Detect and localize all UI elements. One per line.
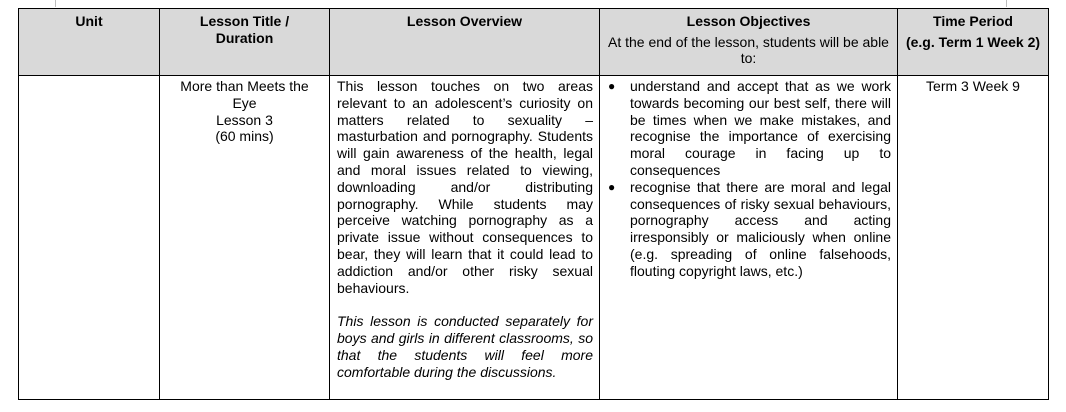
header-lesson-title xyxy=(160,9,330,76)
page-corner-mark-right xyxy=(1006,0,1007,7)
overview-note: This lesson is conducted separately for boys and girls in different classrooms, so that the students will feel more comfortable during the discussions. xyxy=(337,313,593,380)
header-objectives-subtitle: At the end of the lesson, students will be able to: xyxy=(608,34,889,66)
cell-time-period xyxy=(898,76,1049,400)
header-unit xyxy=(19,9,160,76)
header-time-example: (e.g. Term 1 Week 2) xyxy=(905,34,1041,50)
cell-lesson-overview xyxy=(330,76,600,400)
lesson-title-line: More than Meets the xyxy=(180,78,309,94)
objective-text: understand and accept that as we work towards becoming our best self, there will be times when we make mistakes, and recognise the importance of exercising moral courage in facing up to consequences xyxy=(630,78,891,178)
header-objectives-label: Lesson Objectives xyxy=(686,13,811,29)
overview-text: This lesson touches on two areas relevant to an adolescent’s curiosity on matters related to sexuality – masturbation and pornography. Students will gain awareness of the health, legal and moral issues related to viewing, downloading and/or distributing pornography. While students may perceive watching pornography as a private issue without consequences to bear, they will learn that it could lead to addiction and/or other risky sexual behaviours. xyxy=(337,78,593,296)
header-overview-label: Lesson Overview xyxy=(406,13,523,29)
cell-unit xyxy=(19,76,160,400)
lesson-title-line: Eye xyxy=(232,94,257,111)
header-title-label: Lesson Title / Duration xyxy=(199,13,290,46)
lesson-number: Lesson 3 xyxy=(216,111,273,128)
header-lesson-objectives xyxy=(600,9,898,76)
page-corner-mark-left xyxy=(55,0,56,7)
bullet-icon: ● xyxy=(608,179,616,194)
objective-item xyxy=(600,179,891,280)
time-period-value: Term 3 Week 9 xyxy=(926,78,1020,94)
lesson-duration: (60 mins) xyxy=(215,128,274,145)
lesson-plan-table xyxy=(18,8,1049,400)
objective-item xyxy=(600,78,891,179)
bullet-icon: ● xyxy=(608,79,616,93)
header-lesson-overview xyxy=(330,9,600,76)
objectives-list xyxy=(600,78,891,280)
header-row xyxy=(19,9,1049,76)
lesson-row xyxy=(19,76,1049,400)
cell-lesson-objectives xyxy=(600,76,898,400)
header-time-period xyxy=(898,9,1049,76)
cell-lesson-title xyxy=(160,76,330,400)
objective-text: recognise that there are moral and legal consequences of risky sexual behaviours, pornography access and acting irresponsibly or maliciously when online (e.g. spreading of online falsehoods, flouting copyright laws, etc.) xyxy=(630,178,891,279)
header-unit-label: Unit xyxy=(75,13,103,29)
header-time-label: Time Period xyxy=(933,13,1013,29)
